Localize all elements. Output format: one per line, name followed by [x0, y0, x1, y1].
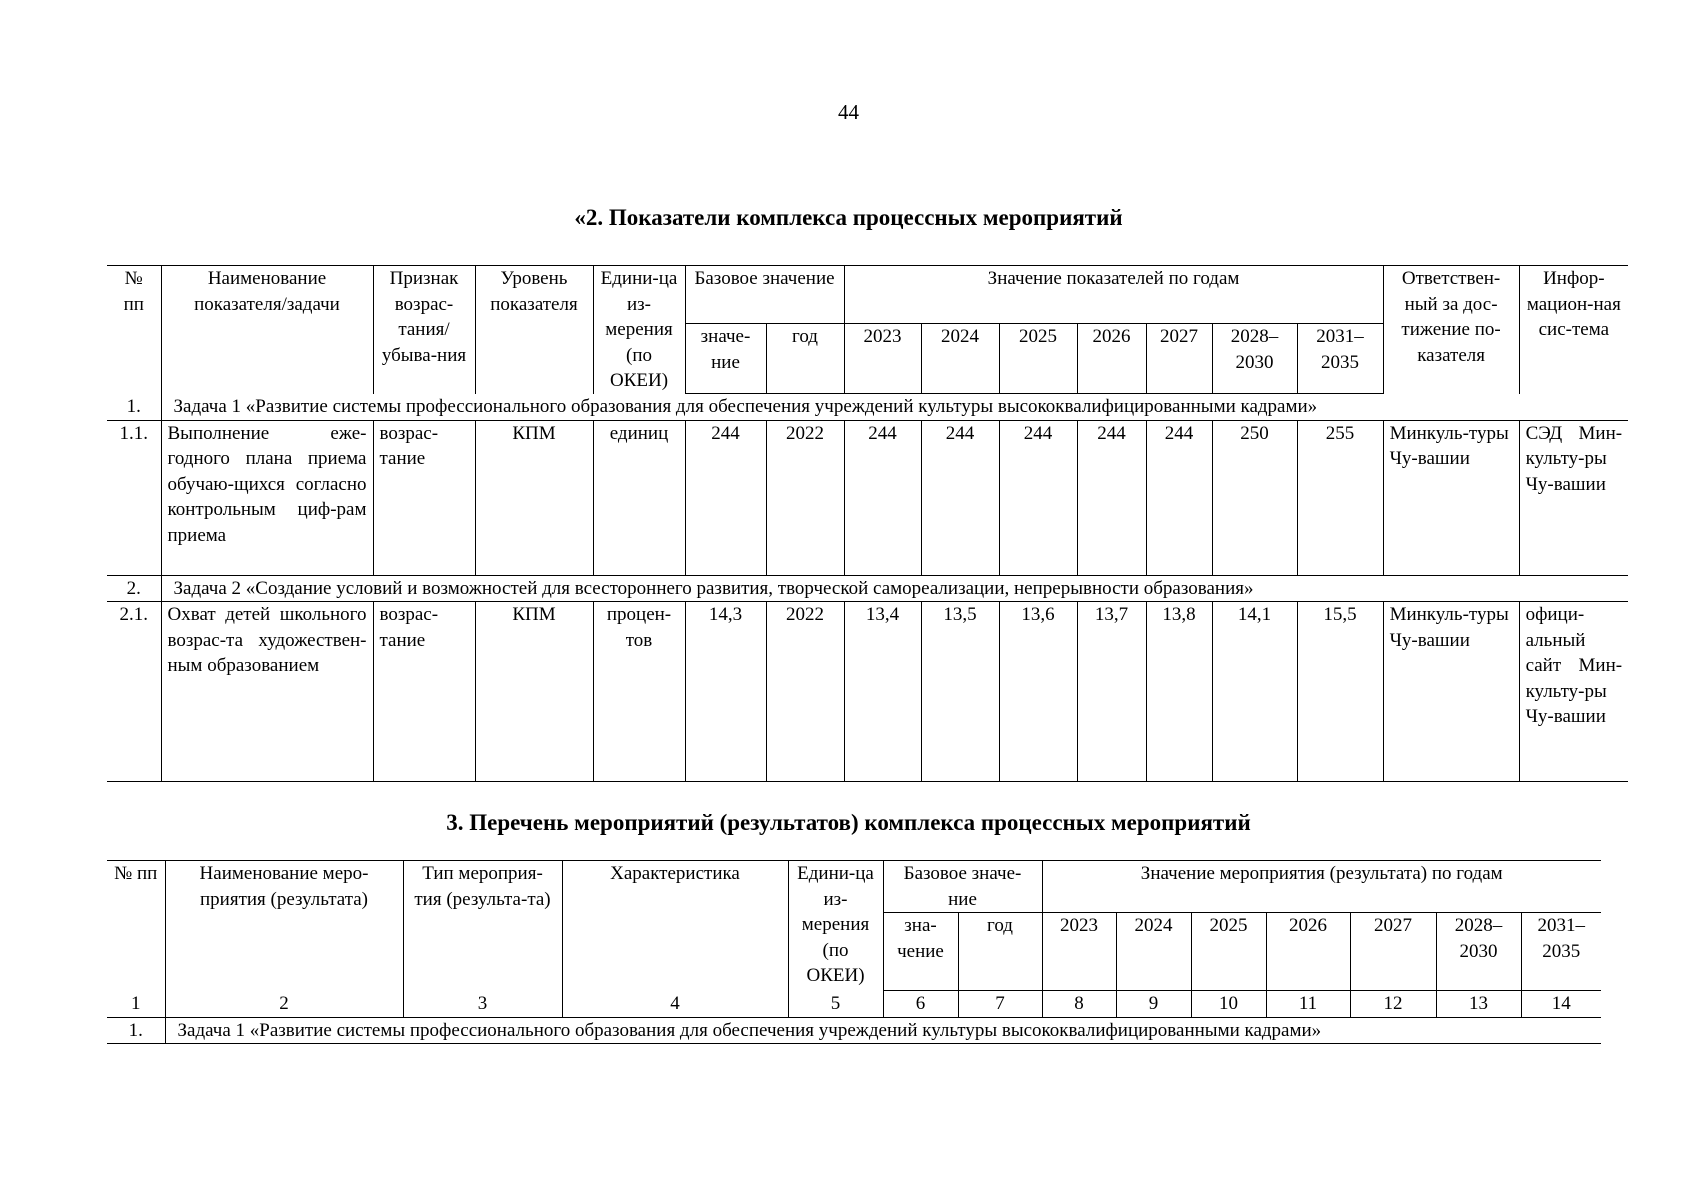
row-value: 250	[1212, 420, 1297, 575]
row-base-value: 244	[685, 420, 766, 575]
task-row	[107, 394, 1628, 421]
row-level: КПМ	[475, 602, 593, 782]
row-value: 244	[844, 420, 921, 575]
header-characteristic: Характеристика	[562, 861, 788, 991]
row-value: 244	[1146, 420, 1212, 575]
header-base-value: зна-чение	[883, 913, 958, 991]
header-year: 2026	[1266, 913, 1350, 991]
task-text: Задача 1 «Развитие системы профессионального образования для обеспечения учреждений культуры высококвалифицированными кадрами»	[165, 1017, 1601, 1044]
header-num: № пп	[107, 266, 161, 394]
row-base-year: 2022	[766, 602, 844, 782]
table-row	[107, 420, 1628, 575]
column-number: 14	[1521, 991, 1601, 1018]
header-year: 2024	[1116, 913, 1191, 991]
header-year: 2023	[1042, 913, 1116, 991]
task-num: 2.	[107, 575, 161, 602]
row-unit: процен-тов	[593, 602, 685, 782]
header-values-by-year: Значение показателей по годам	[844, 266, 1383, 324]
row-num: 1.1.	[107, 420, 161, 575]
header-name: Наименование меро-приятия (результата)	[165, 861, 403, 991]
row-value: 13,4	[844, 602, 921, 782]
column-number: 6	[883, 991, 958, 1018]
row-level: КПМ	[475, 420, 593, 575]
header-year: 2027	[1146, 324, 1212, 394]
table-header-row	[107, 266, 1628, 324]
row-value: 244	[999, 420, 1077, 575]
header-year: 2028–2030	[1436, 913, 1521, 991]
header-level: Уровень показателя	[475, 266, 593, 394]
row-sign: возрас-тание	[373, 602, 475, 782]
header-year: 2026	[1077, 324, 1146, 394]
header-info-system: Инфор-мацион-ная сис-тема	[1519, 266, 1628, 394]
header-type: Тип мероприя-тия (результа-та)	[403, 861, 562, 991]
row-value: 14,1	[1212, 602, 1297, 782]
column-number: 9	[1116, 991, 1191, 1018]
task-num: 1.	[107, 394, 161, 421]
row-name: Охват детей школьного возрас-та художествен-ным образованием	[161, 602, 373, 782]
column-number: 13	[1436, 991, 1521, 1018]
section-3-title: 3. Перечень мероприятий (результатов) комплекса процессных мероприятий	[446, 810, 1251, 835]
row-value: 15,5	[1297, 602, 1383, 782]
row-value: 255	[1297, 420, 1383, 575]
column-number: 2	[165, 991, 403, 1018]
header-name: Наименование показателя/задачи	[161, 266, 373, 394]
header-num: № пп	[107, 861, 165, 991]
column-number: 12	[1350, 991, 1436, 1018]
header-year: 2027	[1350, 913, 1436, 991]
row-value: 13,8	[1146, 602, 1212, 782]
column-numbers-row	[107, 991, 1601, 1018]
column-number: 5	[788, 991, 883, 1018]
row-base-year: 2022	[766, 420, 844, 575]
indicators-table	[107, 265, 1628, 782]
row-value: 13,5	[921, 602, 999, 782]
header-year: 2025	[999, 324, 1077, 394]
activities-table	[107, 860, 1601, 1044]
row-base-value: 14,3	[685, 602, 766, 782]
header-year: 2025	[1191, 913, 1266, 991]
header-responsible: Ответствен-ный за дос-тижение по-казателя	[1383, 266, 1519, 394]
header-values-by-year: Значение мероприятия (результата) по годам	[1042, 861, 1601, 913]
task-text: Задача 2 «Создание условий и возможностей для всестороннего развития, творческой самореализации, непрерывности образования»	[161, 575, 1628, 602]
task-row	[107, 1017, 1601, 1044]
header-base: Базовое значе-ние	[883, 861, 1042, 913]
column-number: 3	[403, 991, 562, 1018]
task-row	[107, 575, 1628, 602]
header-year: 2028–2030	[1212, 324, 1297, 394]
row-name: Выполнение еже-годного плана приема обучаю-щихся согласно контрольным циф-рам приема	[161, 420, 373, 575]
header-base-year: год	[958, 913, 1042, 991]
row-value: 13,6	[999, 602, 1077, 782]
column-number: 4	[562, 991, 788, 1018]
row-value: 13,7	[1077, 602, 1146, 782]
row-responsible: Минкуль-туры Чу-вашии	[1383, 420, 1519, 575]
column-number: 8	[1042, 991, 1116, 1018]
header-unit: Едини-ца из-мерения (по ОКЕИ)	[593, 266, 685, 394]
row-sign: возрас-тание	[373, 420, 475, 575]
task-num: 1.	[107, 1017, 165, 1044]
row-num: 2.1.	[107, 602, 161, 782]
header-base-value: значе-ние	[685, 324, 766, 394]
header-year: 2031–2035	[1521, 913, 1601, 991]
row-info-system: СЭД Мин-культу-ры Чу-вашии	[1519, 420, 1628, 575]
table-header-row	[107, 861, 1601, 913]
header-base-year: год	[766, 324, 844, 394]
header-year: 2031–2035	[1297, 324, 1383, 394]
page-number: 44	[838, 100, 859, 124]
column-number: 1	[107, 991, 165, 1018]
row-value: 244	[1077, 420, 1146, 575]
row-value: 244	[921, 420, 999, 575]
column-number: 11	[1266, 991, 1350, 1018]
column-number: 7	[958, 991, 1042, 1018]
header-unit: Едини-ца из-мерения (по ОКЕИ)	[788, 861, 883, 991]
task-text: Задача 1 «Развитие системы профессионального образования для обеспечения учреждений культуры высококвалифицированными кадрами»	[161, 394, 1628, 421]
header-year: 2023	[844, 324, 921, 394]
row-info-system: офици-альный сайт Мин-культу-ры Чу-вашии	[1519, 602, 1628, 782]
column-number: 10	[1191, 991, 1266, 1018]
row-unit: единиц	[593, 420, 685, 575]
header-sign: Признак возрас-тания/ убыва-ния	[373, 266, 475, 394]
row-responsible: Минкуль-туры Чу-вашии	[1383, 602, 1519, 782]
section-2-title: «2. Показатели комплекса процессных мероприятий	[574, 205, 1123, 230]
header-base: Базовое значение	[685, 266, 844, 324]
table-row	[107, 602, 1628, 782]
header-year: 2024	[921, 324, 999, 394]
